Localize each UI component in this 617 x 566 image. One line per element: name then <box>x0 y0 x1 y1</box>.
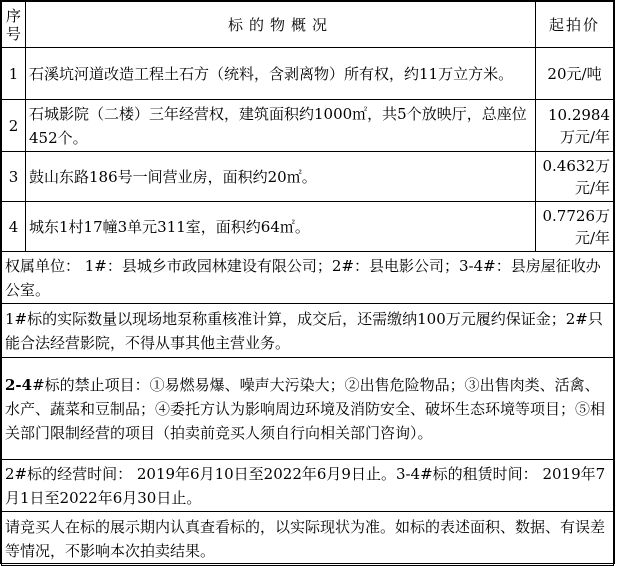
bidder-notice-row <box>2 512 614 566</box>
item-number: 2 <box>2 100 26 152</box>
table-row <box>2 48 614 100</box>
table-row <box>2 202 614 252</box>
item-price: 20元/吨 <box>536 48 614 100</box>
item-number: 3 <box>2 152 26 202</box>
ownership-row <box>2 252 614 304</box>
prohibited-items-row <box>2 358 614 460</box>
operating-period-row <box>2 460 614 512</box>
header-item-overview: 标的物概况 <box>26 2 536 48</box>
auction-items-table <box>1 1 614 566</box>
item-description: 鼓山东路186号一间营业房，面积约20㎡。 <box>26 152 536 202</box>
item-description: 石城影院（二楼）三年经营权，建筑面积约1000㎡，共5个放映厅，总座位452个。 <box>26 100 536 152</box>
table-row <box>2 100 614 152</box>
item-number: 1 <box>2 48 26 100</box>
ownership-note: 权属单位： 1#：县城乡市政园林建设有限公司；2#：县电影公司；3-4#：县房屋征收办公室。 <box>2 252 614 304</box>
item-number: 4 <box>2 202 26 252</box>
item-price: 10.2984万元/年 <box>536 100 614 152</box>
prohibited-items-note <box>2 358 614 460</box>
prohibited-items-lot-range: 2-4 <box>5 375 33 394</box>
item-description: 城东1村17幢3单元311室，面积约64㎡。 <box>26 202 536 252</box>
header-starting-price: 起拍价 <box>536 2 614 48</box>
quantity-deposit-note: 1#标的实际数量以现场地泵称重核准计算，成交后，还需缴纳100万元履约保证金；2#只能合法经营影院，不得从事其他主营业务。 <box>2 304 614 358</box>
bidder-notice: 请竞买人在标的展示期内认真查看标的，以实际现状为准。如标的表述面积、数据、有误差等情况，不影响本次拍卖结果。 <box>2 512 614 566</box>
quantity-deposit-row <box>2 304 614 358</box>
operating-period-note: 2#标的经营时间： 2019年6月10日至2022年6月9日止。3-4#标的租赁时间： 2019年7月1日至2022年6月30日止。 <box>2 460 614 512</box>
item-price: 0.4632万元/年 <box>536 152 614 202</box>
header-serial-number: 序号 <box>2 2 26 48</box>
prohibited-items-text: #标的禁止项目：①易燃易爆、噪声大污染大；②出售危险物品；③出售肉类、活禽、水产、蔬菜和豆制品；④委托方认为影响周边环境及消防安全、破坏生态环境等项目；⑤相关部门限制经营的项目（拍卖前竞买人须自行向相关部门咨询）。 <box>5 375 606 442</box>
item-description: 石溪坑河道改造工程土石方（统料，含剥离物）所有权，约11万立方米。 <box>26 48 536 100</box>
table-row <box>2 152 614 202</box>
table-header-row <box>2 2 614 48</box>
item-price: 0.7726万元/年 <box>536 202 614 252</box>
